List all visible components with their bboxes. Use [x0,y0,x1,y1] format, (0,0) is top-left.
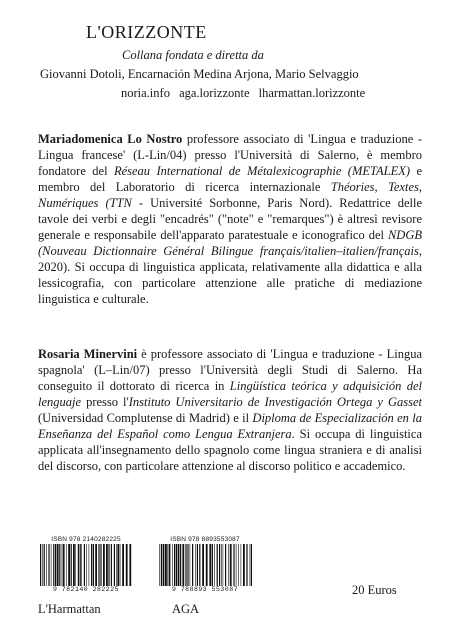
barcode-bar [217,544,218,586]
bio-text: è professore associato di 'Lingua e traduzione - Lingua spagnola' (L–Lin/07) presso l'Università degli Studi di Salerno. Ha conseguito il dottorato di ricerca in [38,347,422,393]
bio-text: . Si occupa di linguistica applicata all'insegnamento dello spagnolo come lingua straniera e di analisi del discorso, con particolare attenzione al discorso politico e accademico. [38,427,423,473]
series-title: L'ORIZZONTE [86,22,207,42]
barcode-bar [93,544,94,586]
barcode-bar [190,544,191,586]
series-links [121,86,365,101]
barcode-bar [106,544,108,586]
barcode-bar [206,544,208,586]
bio-text: e membro del Laboratorio di ricerca internazionale [38,164,422,194]
author-name: Mariadomenica Lo Nostro [38,132,183,146]
barcode-digits: 9 782140 282225 [52,586,119,593]
barcode-bar [84,544,85,586]
isbn-label: ISBN 978 2140282225 [51,536,121,543]
barcode-bar [63,544,65,586]
barcode-bar [185,544,186,586]
bio-italic: Instituto Universitario de Investigación Ortega y Gasset [128,395,422,409]
barcode-bar [192,544,193,586]
barcode-bar [62,544,63,586]
barcode-bar [48,544,49,586]
barcode-bar [42,544,43,586]
barcode-bar [78,544,79,586]
barcode-bar [40,544,41,586]
barcode-bar [55,544,56,586]
barcode-bar [233,544,234,586]
barcode-bar [44,544,45,586]
author-name: Rosaria Minervini [38,347,138,361]
barcode-bar [75,544,76,586]
bio-italic: NDGB (Nouveau Dictionnaire Général Bilingue français/italien–italien/français [38,228,422,258]
publisher-harmattan: L'Harmattan [38,602,101,616]
barcode-bar [163,544,165,586]
barcode-bar [187,544,188,586]
barcode-bar [51,544,52,586]
barcode-bar [230,544,232,586]
barcode-bar [126,544,128,586]
barcode-bar [117,544,119,586]
barcode-bar [167,544,168,586]
barcode-bar [101,544,102,586]
barcode-bar [129,544,131,586]
barcode-bar [95,544,97,586]
barcode-bar [108,544,109,586]
barcode-bar [180,544,181,586]
publisher-aga: AGA [172,602,200,616]
bio-text: professore associato di 'Lingua e traduzione - Lingua francese' (L-Lin/04) presso l'Università di Salerno, è membro fondatore del [38,132,423,178]
barcode-bar [246,544,247,586]
barcode-bar [169,544,171,586]
link-aga[interactable]: aga.lorizzonte [179,86,250,100]
barcode-bars [38,544,134,586]
barcode-bar [209,544,211,586]
barcode-bar [197,544,198,586]
barcode-bar [89,544,90,586]
barcode-bar [243,544,245,586]
bio-text: presso l' [81,395,129,409]
barcode-bar [161,544,162,586]
barcode-bar [221,544,222,586]
bio-text: - Université Sorbonne, Paris Nord). Redattrice delle tavole dei verbi e degli "encadrés" ("note" e "remarques") è altresì revisore generale e responsabile dell'apparato paratestuale e iconografico del [38,196,422,242]
price: 20 Euros [352,583,397,597]
bio-text: , 2020). Si occupa di linguistica applicata, relativamente alla didattica e alla lessicografia, con particolare attenzione alle pratiche di mediazione linguistica e culturale. [38,244,422,306]
barcode-bar [111,544,112,586]
barcode-bar [174,544,175,586]
barcode-digits: 9 788893 553087 [171,586,238,593]
barcode-bar [159,544,160,586]
barcode-bar [98,544,99,586]
barcode-bar [66,544,67,586]
barcode-bar [251,544,252,586]
barcode-bar [225,544,226,586]
barcode-bar [223,544,224,586]
barcode-bar [219,544,220,586]
barcode-bar [81,544,82,586]
barcode-bar [53,544,54,586]
barcode-bar [212,544,213,586]
barcode-bar [57,544,59,586]
bio-italic: Diploma de Especialización en la Enseñanza del Español como Lengua Extranjera [38,411,422,441]
barcode-bar [182,544,184,586]
barcode-bar [238,544,239,586]
series-directors: Giovanni Dotoli, Encarnación Medina Arjona, Mario Selvaggio [40,67,359,81]
barcode-bar [116,544,117,586]
barcode-bar [202,544,204,586]
bio-italic: Lingüística teórica y adquisición del lenguaje [38,379,422,409]
barcode-bar [236,544,237,586]
barcode-bar [122,544,124,586]
barcode-harmattan [38,536,134,593]
barcode-bar [247,544,248,586]
link-noria[interactable]: noria.info [121,86,170,100]
barcode-bar [178,544,180,586]
barcode-bar [172,544,173,586]
barcode-bar [176,544,177,586]
series-subtitle: Collana fondata e diretta da [122,48,264,62]
barcode-bar [59,544,60,586]
barcode-bar [91,544,92,586]
bio-italic: Réseau International de Métalexicographie (METALEX) [113,164,411,178]
isbn-label: ISBN 978 8893553087 [170,536,240,543]
barcode-bar [114,544,115,586]
barcode-bar [46,544,47,586]
barcode-bar [68,544,70,586]
barcode-bar [188,544,189,586]
barcode-bar [241,544,242,586]
author-bio-minervini [38,346,422,474]
barcode-bar [103,544,105,586]
barcode-bar [195,544,196,586]
barcode-aga [157,536,253,593]
barcode-bar [120,544,121,586]
barcode-bar [86,544,87,586]
bio-italic: Théories, Textes, Numériques (TTN [38,180,422,210]
barcode-bar [80,544,81,586]
barcode-bar [71,544,72,586]
link-lharmattan[interactable]: lharmattan.lorizzonte [258,86,366,100]
barcode-bar [99,544,100,586]
barcode-bar [214,544,215,586]
barcode-bar [199,544,200,586]
bio-text: (Universidad Complutense di Madrid) e il [38,411,253,425]
barcode-bar [250,544,251,586]
barcode-bar [165,544,167,586]
barcode-bar [73,544,75,586]
barcode-bar [228,544,229,586]
barcode-bars [157,544,253,586]
author-bio-lo-nostro [38,131,422,307]
